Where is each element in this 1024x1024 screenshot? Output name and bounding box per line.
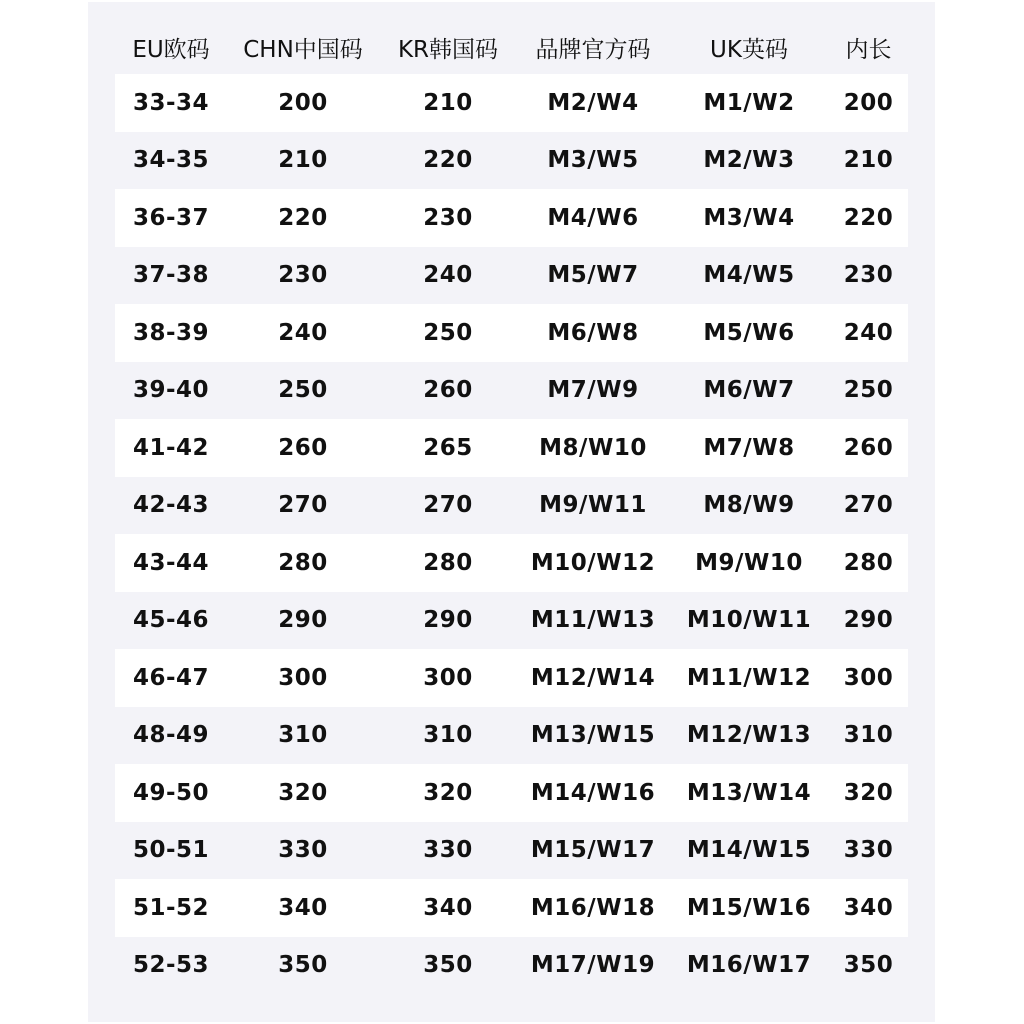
cell-uk-size: M4/W5 [669, 247, 829, 305]
cell-chn-size: 220 [227, 189, 379, 247]
cell-eu-size: 45-46 [115, 592, 227, 650]
cell-chn-size: 280 [227, 534, 379, 592]
cell-kr-size: 340 [379, 879, 517, 937]
table-row [115, 592, 908, 650]
cell-kr-size: 280 [379, 534, 517, 592]
cell-uk-size: M3/W4 [669, 189, 829, 247]
header-kr: KR韩国码 [397, 36, 499, 63]
table-row [115, 419, 908, 477]
table-header [115, 20, 908, 74]
cell-chn-size: 300 [227, 649, 379, 707]
table-row [115, 132, 908, 190]
cell-brand-size: M17/W19 [517, 937, 669, 995]
cell-brand-size: M11/W13 [517, 592, 669, 650]
table-row [115, 247, 908, 305]
cell-kr-size: 210 [379, 74, 517, 132]
table-row [115, 534, 908, 592]
cell-eu-size: 36-37 [115, 189, 227, 247]
cell-eu-size: 49-50 [115, 764, 227, 822]
cell-uk-size: M10/W11 [669, 592, 829, 650]
header-chn: CHN中国码 [243, 36, 363, 63]
table-row [115, 304, 908, 362]
cell-inner-length: 290 [829, 592, 908, 650]
table-row [115, 879, 908, 937]
table-row [115, 707, 908, 765]
cell-chn-size: 260 [227, 419, 379, 477]
cell-inner-length: 320 [829, 764, 908, 822]
cell-eu-size: 46-47 [115, 649, 227, 707]
table-row [115, 764, 908, 822]
cell-chn-size: 270 [227, 477, 379, 535]
cell-inner-length: 300 [829, 649, 908, 707]
cell-brand-size: M4/W6 [517, 189, 669, 247]
cell-uk-size: M12/W13 [669, 707, 829, 765]
cell-eu-size: 43-44 [115, 534, 227, 592]
cell-brand-size: M9/W11 [517, 477, 669, 535]
cell-brand-size: M15/W17 [517, 822, 669, 880]
cell-brand-size: M13/W15 [517, 707, 669, 765]
cell-kr-size: 250 [379, 304, 517, 362]
cell-chn-size: 250 [227, 362, 379, 420]
cell-chn-size: 290 [227, 592, 379, 650]
cell-inner-length: 220 [829, 189, 908, 247]
table-row [115, 362, 908, 420]
cell-uk-size: M13/W14 [669, 764, 829, 822]
cell-uk-size: M14/W15 [669, 822, 829, 880]
cell-brand-size: M2/W4 [517, 74, 669, 132]
cell-inner-length: 200 [829, 74, 908, 132]
table-row [115, 937, 908, 995]
cell-kr-size: 230 [379, 189, 517, 247]
cell-inner-length: 340 [829, 879, 908, 937]
cell-chn-size: 210 [227, 132, 379, 190]
cell-eu-size: 52-53 [115, 937, 227, 995]
header-row [115, 20, 908, 74]
table-row [115, 189, 908, 247]
cell-chn-size: 310 [227, 707, 379, 765]
cell-chn-size: 340 [227, 879, 379, 937]
size-chart-panel [88, 2, 935, 1022]
cell-eu-size: 37-38 [115, 247, 227, 305]
cell-kr-size: 310 [379, 707, 517, 765]
cell-brand-size: M8/W10 [517, 419, 669, 477]
header-inner-length: 内长 [845, 36, 892, 63]
cell-kr-size: 330 [379, 822, 517, 880]
cell-chn-size: 200 [227, 74, 379, 132]
cell-eu-size: 33-34 [115, 74, 227, 132]
cell-kr-size: 350 [379, 937, 517, 995]
cell-uk-size: M11/W12 [669, 649, 829, 707]
cell-eu-size: 50-51 [115, 822, 227, 880]
cell-brand-size: M5/W7 [517, 247, 669, 305]
table-row [115, 74, 908, 132]
cell-brand-size: M10/W12 [517, 534, 669, 592]
cell-brand-size: M16/W18 [517, 879, 669, 937]
cell-inner-length: 250 [829, 362, 908, 420]
cell-kr-size: 320 [379, 764, 517, 822]
cell-uk-size: M6/W7 [669, 362, 829, 420]
table-body [115, 74, 908, 994]
cell-kr-size: 270 [379, 477, 517, 535]
size-chart-table [115, 20, 908, 994]
cell-kr-size: 220 [379, 132, 517, 190]
cell-uk-size: M1/W2 [669, 74, 829, 132]
cell-chn-size: 230 [227, 247, 379, 305]
cell-kr-size: 260 [379, 362, 517, 420]
cell-inner-length: 330 [829, 822, 908, 880]
cell-inner-length: 270 [829, 477, 908, 535]
cell-inner-length: 260 [829, 419, 908, 477]
cell-kr-size: 290 [379, 592, 517, 650]
header-eu: EU欧码 [132, 36, 210, 63]
cell-inner-length: 350 [829, 937, 908, 995]
cell-eu-size: 38-39 [115, 304, 227, 362]
cell-eu-size: 42-43 [115, 477, 227, 535]
cell-inner-length: 210 [829, 132, 908, 190]
cell-brand-size: M12/W14 [517, 649, 669, 707]
cell-chn-size: 320 [227, 764, 379, 822]
cell-eu-size: 51-52 [115, 879, 227, 937]
cell-brand-size: M7/W9 [517, 362, 669, 420]
cell-kr-size: 300 [379, 649, 517, 707]
cell-uk-size: M9/W10 [669, 534, 829, 592]
cell-inner-length: 240 [829, 304, 908, 362]
cell-uk-size: M15/W16 [669, 879, 829, 937]
cell-eu-size: 34-35 [115, 132, 227, 190]
cell-kr-size: 240 [379, 247, 517, 305]
cell-uk-size: M16/W17 [669, 937, 829, 995]
cell-inner-length: 310 [829, 707, 908, 765]
cell-brand-size: M3/W5 [517, 132, 669, 190]
cell-chn-size: 350 [227, 937, 379, 995]
table-row [115, 477, 908, 535]
cell-eu-size: 41-42 [115, 419, 227, 477]
cell-uk-size: M5/W6 [669, 304, 829, 362]
cell-inner-length: 230 [829, 247, 908, 305]
cell-chn-size: 240 [227, 304, 379, 362]
table-row [115, 649, 908, 707]
table-row [115, 822, 908, 880]
cell-chn-size: 330 [227, 822, 379, 880]
header-brand: 品牌官方码 [535, 36, 651, 63]
cell-uk-size: M2/W3 [669, 132, 829, 190]
cell-inner-length: 280 [829, 534, 908, 592]
cell-kr-size: 265 [379, 419, 517, 477]
cell-brand-size: M14/W16 [517, 764, 669, 822]
cell-uk-size: M7/W8 [669, 419, 829, 477]
cell-brand-size: M6/W8 [517, 304, 669, 362]
cell-eu-size: 39-40 [115, 362, 227, 420]
cell-uk-size: M8/W9 [669, 477, 829, 535]
cell-eu-size: 48-49 [115, 707, 227, 765]
header-uk: UK英码 [710, 36, 788, 63]
